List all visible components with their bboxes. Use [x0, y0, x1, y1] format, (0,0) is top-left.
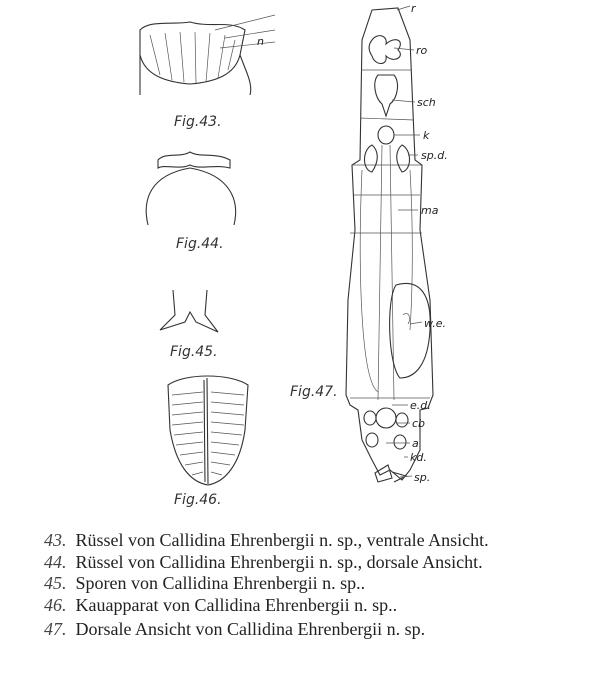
- caption-43: [44, 530, 603, 552]
- caption-47: [44, 619, 603, 641]
- caption-number: 43.: [44, 530, 67, 550]
- fig-43-annotation-n: n: [257, 35, 264, 48]
- caption-text: Rüssel von Callidina Ehrenbergii n. sp., ventrale Ansicht.: [75, 530, 489, 550]
- caption-number: 46.: [44, 594, 67, 615]
- caption-number: 44.: [44, 551, 67, 572]
- annotation-kd: kd.: [410, 451, 427, 464]
- fig-47-annotations: [410, 2, 448, 484]
- figure-captions: [44, 530, 603, 641]
- fig-46-label: Fig.46.: [174, 492, 222, 508]
- caption-text: Dorsale Ansicht von Callidina Ehrenbergii n. sp.: [75, 619, 426, 639]
- fig-45-drawing: [160, 290, 218, 332]
- fig-43-label: Fig.43.: [174, 114, 222, 130]
- annotation-r: r: [411, 2, 416, 15]
- fig-47-label: Fig.47.: [290, 384, 338, 400]
- caption-text: Kauapparat von Callidina Ehrenbergii n. sp..: [75, 594, 398, 615]
- fig-45-label: Fig.45.: [170, 344, 218, 360]
- annotation-cb: cb: [412, 417, 426, 430]
- annotation-w-e: w.e.: [424, 317, 447, 330]
- caption-text: Sporen von Callidina Ehrenbergii n. sp..: [75, 573, 366, 593]
- fig-46-drawing: [168, 376, 248, 485]
- fig-43-drawing: [140, 15, 275, 95]
- annotation-sp: sp.: [414, 471, 431, 484]
- fig-44-label: Fig.44.: [176, 236, 224, 252]
- annotation-e-d: e.d.: [410, 399, 431, 412]
- caption-number: 45.: [44, 573, 67, 593]
- caption-number: 47.: [44, 619, 67, 639]
- annotation-ro: ro: [416, 44, 428, 57]
- caption-text: Rüssel von Callidina Ehrenbergii n. sp., dorsale Ansicht.: [75, 551, 483, 572]
- annotation-a: a: [412, 437, 419, 450]
- annotation-sp-d: sp.d.: [421, 149, 448, 162]
- annotation-k: k: [423, 129, 430, 142]
- fig-44-drawing: [146, 152, 235, 225]
- annotation-sch: sch: [417, 96, 436, 109]
- caption-46: [44, 595, 603, 617]
- caption-45: [44, 573, 603, 595]
- caption-44: [44, 552, 603, 574]
- annotation-ma: ma: [421, 204, 439, 217]
